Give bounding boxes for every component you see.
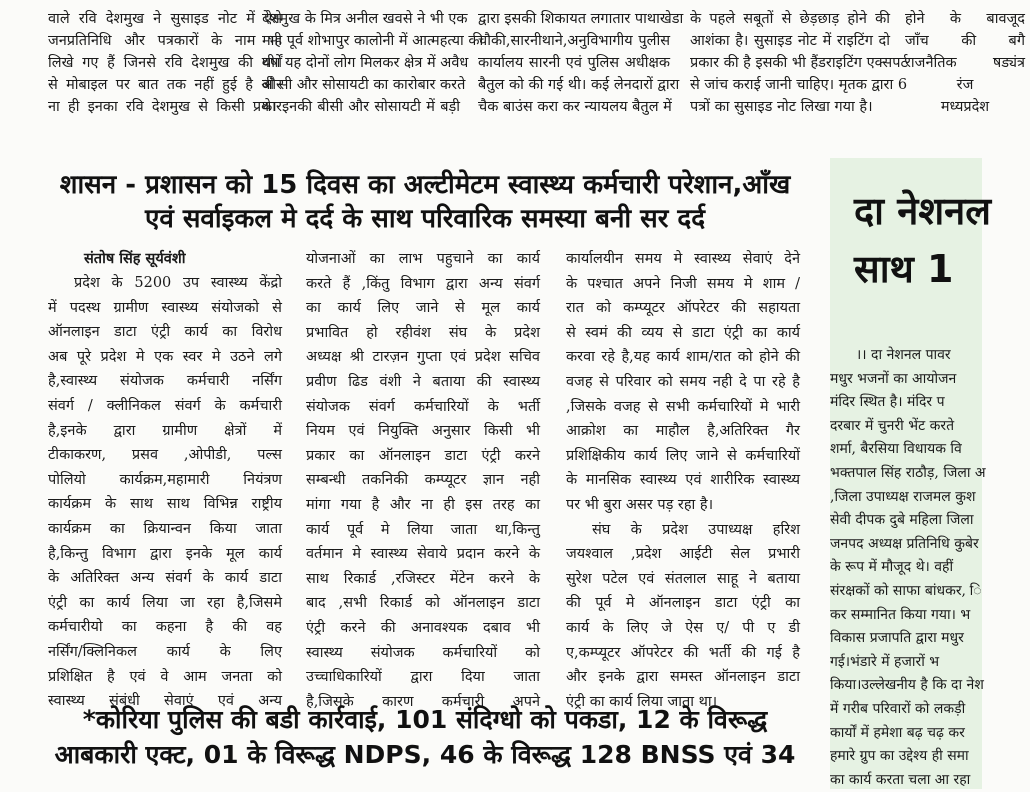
text-line: कार्य पूर्व मे लिया जाता था,किन्तु [306, 521, 540, 538]
text-line: के पश्चात अपने निजी समय मे शाम / [566, 275, 800, 292]
text-line: आक्रोश का माहौल है,अतिरिक्त गैर [566, 423, 800, 440]
text-line: से स्वमं की व्यय से डाटा एंट्री का कार्य [566, 324, 800, 341]
text-line: कर सम्मानित किया गया। भ [830, 606, 971, 623]
text-line: प्रवीण ढिड वंशी ने बताया की स्वास्थ्य [306, 373, 540, 390]
text-line: पर भी बुरा असर पड़ रहा है। [566, 496, 714, 513]
text-line: नर्सिंग/क्लिनिकल कार्य के लिए [48, 643, 282, 660]
main-article-headline [30, 168, 820, 236]
text-line: मध्यप्रदेश [940, 99, 990, 115]
text-line: संयोजक संवर्ग कर्मचारियों के भर्ती [306, 398, 540, 415]
text-line: सम्बन्धी तकनिकी कम्प्यूटर ज्ञान नही [306, 472, 540, 489]
text-line: थी। यह दोनों लोग मिलकर क्षेत्र में अवैध [262, 55, 469, 71]
headline-line: एवं सर्वाइकल मे दर्द के साथ परिवारिक समस्या बनी सर दर्द [144, 204, 706, 234]
text-line: करते हैं ,किंतु विभाग द्वारा अन्य संवर्ग [306, 275, 540, 292]
text-line: प्रकार की है इसकी भी हैंडराइटिंग एक्सपर्ट [690, 55, 908, 71]
text-line: प्रकार का ऑनलाइन डाटा एंट्री करने [306, 447, 540, 464]
text-line: बैतुल को की गई थी। कई लेनदारों द्वारा [478, 77, 680, 93]
column [48, 250, 282, 714]
text-line: योजनाओं का लाभ पहुचाने का कार्य [306, 251, 540, 267]
text-line: सुरेश पटेल एवं संतलाल साहू ने बताया [566, 570, 800, 587]
text-line: कार्यालय सारनी एवं पुलिस अधीक्षक [478, 55, 670, 71]
text-line: उच्चाधिकारियों द्वारा दिया जाता [306, 669, 540, 686]
text-line: जनपद अध्यक्ष प्रतिनिधि कुबेर [830, 535, 979, 552]
text-line: माह पूर्व शोभापुर कालोनी में आत्महत्या की [262, 33, 484, 49]
text-line: से मोबाइल पर बात तक नहीं हुई है और [48, 77, 282, 93]
text-line: है,जिसके कारण कर्मचारी अपने [306, 693, 540, 710]
text-line: पत्रों का सुसाइड नोट लिखा गया है। [690, 99, 873, 115]
headline-line: आबकारी एक्ट, 01 के विरूद्ध NDPS, 46 के विरूद्ध 128 BNSS एवं 34 [54, 740, 796, 769]
text-line: जाँच की बगै [905, 33, 1025, 49]
text-line: बी सी और सोसायटी का कारोबार करते [262, 77, 466, 93]
text-line: ,जिला उपाध्यक्ष राजमल कुश [830, 488, 976, 505]
text-line: लिखे गए हैं जिनसे रवि देशमुख की वर्षों [48, 55, 282, 71]
side-article-body [830, 344, 1030, 792]
text-line: में पदस्थ ग्रामीण स्वास्थ्य संयोजको से [48, 299, 282, 316]
text-line: बाद ,सभी रिकार्ड को ऑनलाइन डाटा [306, 595, 540, 612]
text-line: अब पूरे प्रदेश मे एक स्वर मे उठने लगे [48, 348, 282, 365]
headline-line: साथ 1 [854, 247, 954, 291]
column [905, 8, 1025, 118]
text-line: कार्यक्रम के साथ साथ विभिन्न राष्ट्रीय [48, 496, 282, 513]
text-line: स्वास्थ्य संयोजक कर्मचारियों को [306, 644, 540, 661]
text-line: है,इनके द्वारा ग्रामीण क्षेत्रों में [48, 422, 282, 439]
column [262, 8, 484, 118]
text-line: मंदिर स्थित है। मंदिर प [830, 394, 945, 411]
text-line: जयश्वाल ,प्रदेश आईटी सेल प्रभारी [566, 546, 800, 563]
headline-line: शासन - प्रशासन को 15 दिवस का अल्टीमेटम स्वास्थ्य कर्मचारी परेशान,आँख [59, 170, 791, 200]
text-line: देशमुख के मित्र अनील खवसे ने भी एक [262, 11, 468, 27]
text-line: संवर्ग / क्लीनिकल संवर्ग के कर्मचारी [48, 397, 282, 414]
author-byline: संतोष सिंह सूर्यवंशी [84, 250, 186, 267]
text-line: का कार्य करता चला आ रहा [830, 771, 971, 788]
text-line: संरक्षकों को साफा बांधकर, ि [830, 582, 982, 599]
column [48, 8, 282, 118]
text-line: के अतिरिक्त अन्य संवर्ग के कार्य डाटा [48, 570, 282, 587]
column [306, 247, 540, 714]
text-line: मधुर भजनों का आयोजन [830, 370, 957, 387]
text-line: वजह से परिवार को समय नही दे पा रहे है [566, 373, 800, 390]
text-line: भक्तपाल सिंह राठौड़, जिला अ [830, 464, 986, 481]
text-line: के पहले सबूतों से छेड़छाड़ होने की [690, 11, 890, 27]
text-line: है,स्वास्थ्य संयोजक कर्मचारी नर्सिंग [48, 373, 282, 390]
text-line: आशंका है। सुसाइड नोट में राइटिंग दो [690, 33, 890, 49]
text-line: ।। दा नेशनल पावर [856, 347, 951, 363]
text-line: विकास प्रजापति द्वारा मधुर [830, 630, 964, 647]
bottom-article-headline [30, 702, 820, 772]
text-line: की पूर्व मे ऑनलाइन डाटा एंट्री का [566, 595, 800, 612]
text-line: कार्यालयीन समय मे स्वास्थ्य सेवाएं देने [566, 251, 800, 267]
text-line: के मानसिक स्वास्थ्य एवं शारीरिक स्वास्थ्य [566, 472, 800, 489]
headline-line: *कोरिया पुलिस की बडी कार्रवाई, 101 संदिग्धो को पकडा, 12 के विरूद्ध [82, 705, 768, 734]
text-line: नियम एवं नियुक्ति अनुसार किसी भी [306, 423, 540, 440]
text-line: टीकाकरण, प्रसव ,ओपीडी, पल्स [48, 447, 282, 464]
text-line: कार्य के लिए जे ऐस ए/ पी ए डी [566, 619, 800, 636]
text-line: शर्मा, बैरसिया विधायक वि [830, 441, 962, 458]
text-line: का कार्य लिए जाने से मूल कार्य [306, 300, 540, 317]
text-line: ,जिसके वजह से सभी कर्मचारियों मे भारी [566, 398, 800, 415]
text-line: के रूप में मौजूद थे। वहीं [830, 559, 954, 576]
text-line: एंट्री का कार्य लिया जाता था। [566, 693, 718, 710]
text-line: प्रशिक्षित है एवं वे आम जनता को [48, 668, 282, 685]
text-line: प्रदेश के 5200 उप स्वास्थ्य केंद्रो [74, 275, 282, 291]
text-line: वाले रवि देशमुख ने सुसाइड नोट में ऐसे [48, 11, 282, 27]
text-line: गई।भंडारे में हजारों भ [830, 653, 940, 670]
text-line: संघ के प्रदेश उपाध्यक्ष हरिश [592, 521, 800, 538]
text-line: सेवी दीपक दुबे महिला जिला [830, 512, 974, 529]
text-line: द्वारा इसकी शिकायत लगातार पाथाखेडा [478, 11, 684, 27]
text-line: एंट्री का कार्य लिया जा रहा है,जिसमे [48, 594, 282, 611]
text-line: ऑनलाइन डाटा एंट्री कार्य का विरोध [48, 324, 282, 341]
text-line: है,किन्तु विभाग द्वारा इनके मूल कार्य [48, 545, 282, 562]
text-line: प्रभावित हो रहीवंश संघ के प्रदेश [306, 324, 540, 341]
text-line: अध्यक्ष श्री टारज़न गुप्ता एवं प्रदेश सचिव [306, 349, 540, 366]
text-line: चैक बाउंस करा कर न्यायलय बैतुल में [478, 99, 672, 115]
column [690, 8, 908, 118]
text-line: दरबार में चुनरी भेंट करते [830, 417, 955, 434]
text-line: मांगा गया है और ना ही इस तरह का [306, 496, 540, 513]
text-line: करवा रहे है,यह कार्य शाम/रात को होने की [566, 349, 800, 366]
text-line: हमारे ग्रुप का उद्देश्य ही समा [830, 748, 969, 765]
column [478, 8, 684, 118]
text-line: और इनके द्वारा समस्त ऑनलाइन डाटा [566, 669, 800, 686]
text-line: पोलियो कार्यक्रम,महामारी नियंत्रण [48, 471, 282, 488]
text-line: ए,कम्प्यूटर ऑपरेटर की भर्ती की गई है [566, 644, 800, 661]
text-line: में गरीब परिवारों को लकड़ी [830, 700, 966, 717]
text-line: राजनैतिक षड्यंत्र [905, 55, 1025, 71]
text-line: ना ही इनका रवि देशमुख से किसी प्रकार [48, 99, 282, 115]
text-line: रात को कम्प्यूटर ऑपरेटर की सहायता [566, 300, 800, 317]
column [566, 247, 800, 714]
text-line: होने के बावजूद [905, 11, 1025, 27]
text-line: किया।उल्लेखनीय है कि दा नेश [830, 677, 984, 694]
text-line: कार्यक्रम का क्रियान्वन किया जाता [48, 520, 282, 537]
side-article [830, 158, 992, 789]
text-line: स्वास्थ्य संबंधी सेवाएं एवं अन्य [48, 693, 282, 710]
text-line: रंज [956, 77, 974, 93]
text-line: कार्यों में हमेशा बढ़ चढ़ कर [830, 724, 965, 741]
side-article-headline [854, 182, 991, 298]
text-line: प्रशिक्षिकीय कार्य लिए जाने से कर्मचारियों [566, 447, 800, 464]
text-line: जनप्रतिनिधि और पत्रकारों के नाम भी [48, 33, 282, 49]
text-line: एंट्री करने की अनावश्यक दबाव भी [306, 619, 540, 636]
text-line: साथ रिकार्ड ,रजिस्टर मेंटेन करने के [306, 570, 540, 587]
text-line: वर्तमान मे स्वास्थ्य सेवाये प्रदान करने के [306, 546, 540, 563]
headline-line: दा नेशनल [854, 189, 992, 233]
text-line: से जांच कराई जानी चाहिए। मृतक द्वारा 6 [690, 77, 908, 93]
text-line: चौकी,सारनीथाने,अनुविभागीय पुलीस [478, 33, 670, 49]
text-line: थे। इनकी बीसी और सोसायटी में बड़ी [262, 99, 460, 115]
text-line: कर्मचारीयो का कहना है की वह [48, 619, 282, 636]
